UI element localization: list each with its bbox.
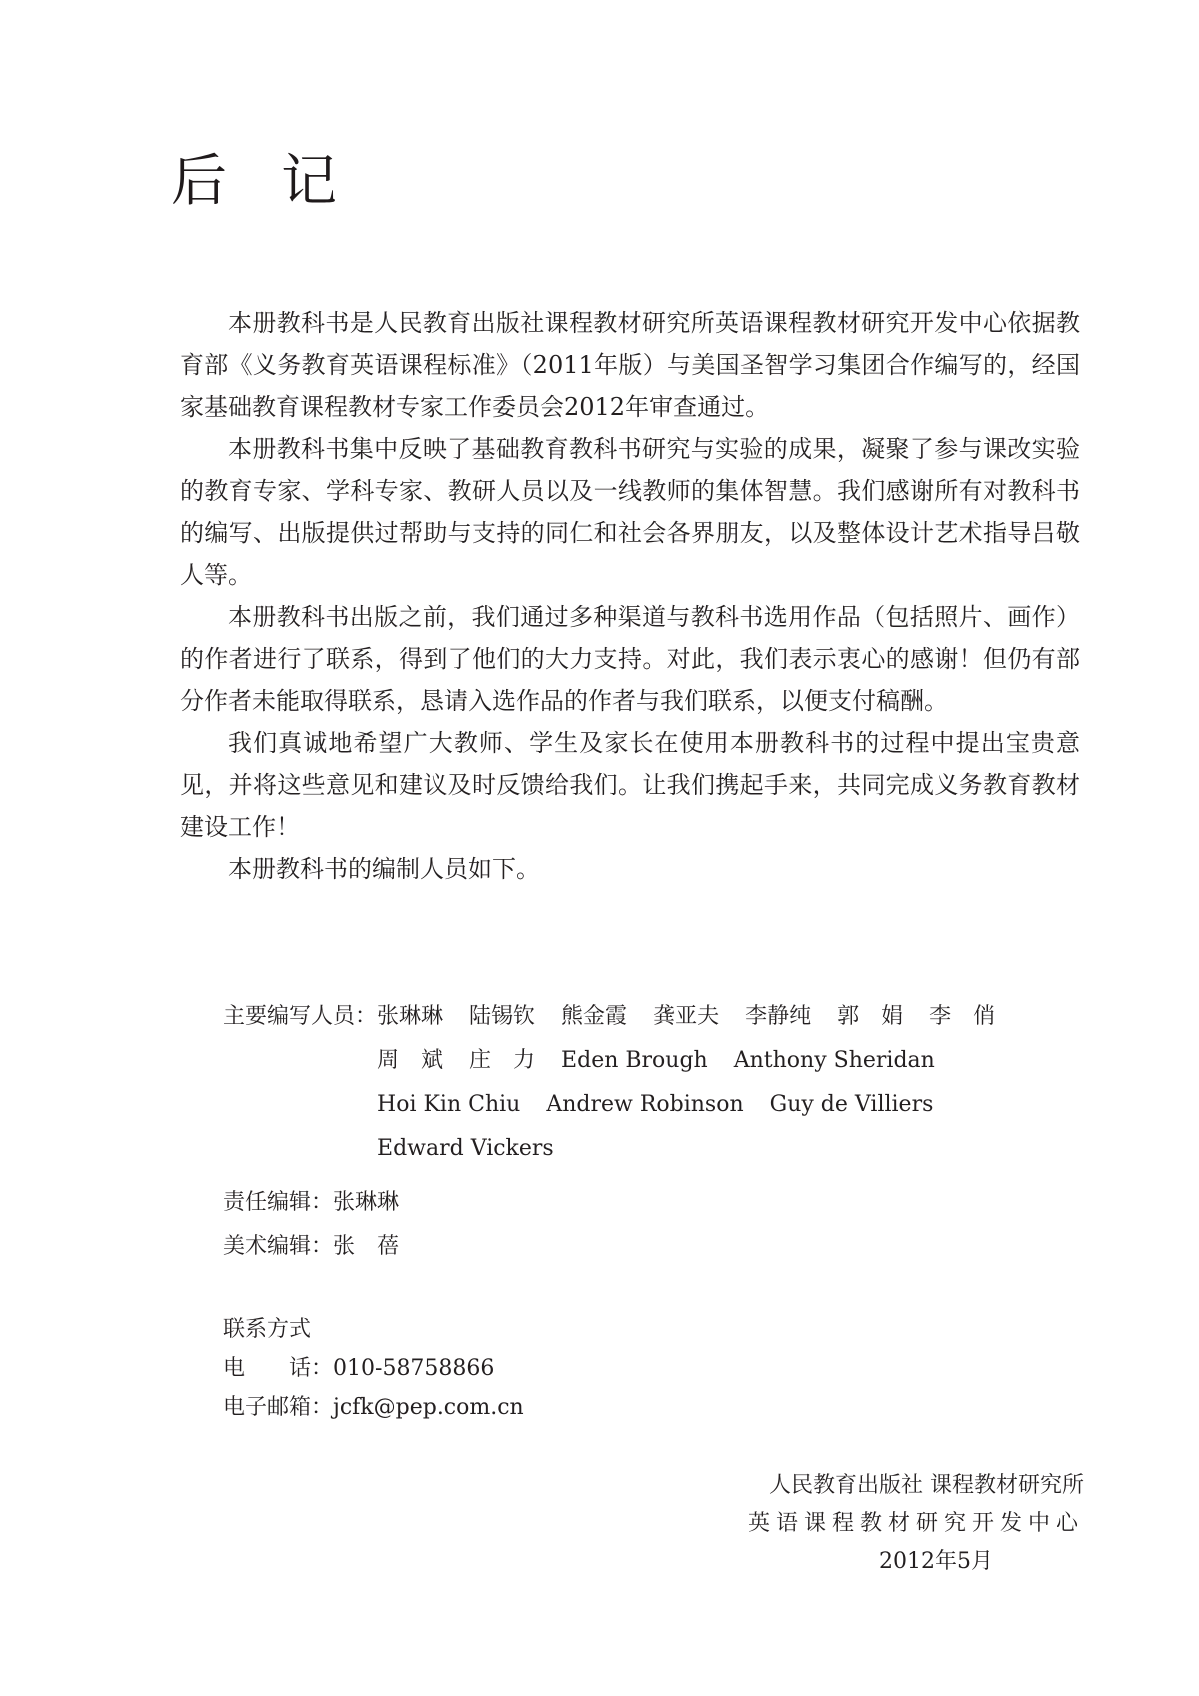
responsible-editor [223, 1181, 399, 1225]
author-name: Eden Brough [561, 1048, 708, 1073]
author-name: 李静纯 [745, 1004, 812, 1029]
author-name: Anthony Sheridan [733, 1048, 935, 1073]
author-name: 熊金霞 [561, 1004, 628, 1029]
editors-block [223, 1181, 399, 1269]
signature-org: 人民教育出版社 课程教材研究所 [769, 1473, 1084, 1498]
authors-row [223, 995, 1083, 1171]
art-editor [223, 1225, 399, 1269]
paragraph-5: 本册教科书的编制人员如下。 [228, 855, 540, 883]
art-editor-label: 美术编辑： [223, 1234, 334, 1259]
author-name: 李 俏 [929, 1004, 996, 1029]
author-name: 周 斌 [377, 1048, 444, 1073]
paragraph-4: 我们真诚地希望广大教师、学生及家长在使用本册教科书的过程中提出宝贵意见，并将这些意见和建议及时反馈给我们。让我们携起手来，共同完成义务教育教材建设工作！ [180, 729, 1080, 841]
title-char-1: 后 [171, 149, 229, 214]
paragraph-2: 本册教科书集中反映了基础教育教科书研究与实验的成果，凝聚了参与课改实验的教育专家、学科专家、教研人员以及一线教师的集体智慧。我们感谢所有对教科书的编写、出版提供过帮助与支持的同仁和社会各界朋友，以及整体设计艺术指导吕敬人等。 [180, 435, 1080, 589]
art-editor-name: 张 蓓 [333, 1234, 400, 1259]
afterword-body [180, 302, 1080, 890]
paragraph-1: 本册教科书是人民教育出版社课程教材研究所英语课程教材研究开发中心依据教育部《义务教育英语课程标准》（2011年版）与美国圣智学习集团合作编写的，经国家基础教育课程教材专家工作委员会2012年审查通过。 [180, 309, 1080, 421]
author-name: Hoi Kin Chiu [377, 1092, 521, 1117]
author-name: Edward Vickers [377, 1136, 554, 1161]
author-name: 郭 娟 [837, 1004, 904, 1029]
phone-number: 010-58758866 [333, 1356, 495, 1381]
responsible-editor-name: 张琳琳 [333, 1190, 400, 1215]
email-label: 电子邮箱： [223, 1395, 334, 1420]
contact-heading: 联系方式 [223, 1317, 312, 1342]
author-name: 庄 力 [469, 1048, 536, 1073]
author-name: Andrew Robinson [546, 1092, 744, 1117]
authors-list [377, 995, 1067, 1171]
signature-center: 英语课程教材研究开发中心 [747, 1511, 1084, 1536]
contact-block [223, 1310, 524, 1427]
responsible-editor-label: 责任编辑： [223, 1190, 334, 1215]
author-name: 龚亚夫 [653, 1004, 720, 1029]
signature-date: 2012年5月 [878, 1549, 993, 1574]
page-title [171, 148, 339, 216]
author-name: Guy de Villiers [769, 1092, 934, 1117]
signature-block [748, 1467, 1084, 1581]
author-name: 陆锡钦 [469, 1004, 536, 1029]
authors-label: 主要编写人员： [223, 1004, 378, 1029]
email-address: jcfk@pep.com.cn [333, 1395, 524, 1420]
email-line [223, 1388, 524, 1427]
paragraph-3: 本册教科书出版之前，我们通过多种渠道与教科书选用作品（包括照片、画作）的作者进行了联系，得到了他们的大力支持。对此，我们表示衷心的感谢！但仍有部分作者未能取得联系，恳请入选作品的作者与我们联系，以便支付稿酬。 [180, 603, 1080, 715]
phone-label: 电 话： [223, 1356, 334, 1381]
phone-line [223, 1349, 524, 1388]
title-char-2: 记 [281, 149, 339, 214]
author-name: 张琳琳 [377, 1004, 444, 1029]
author-credits [223, 995, 1083, 1171]
